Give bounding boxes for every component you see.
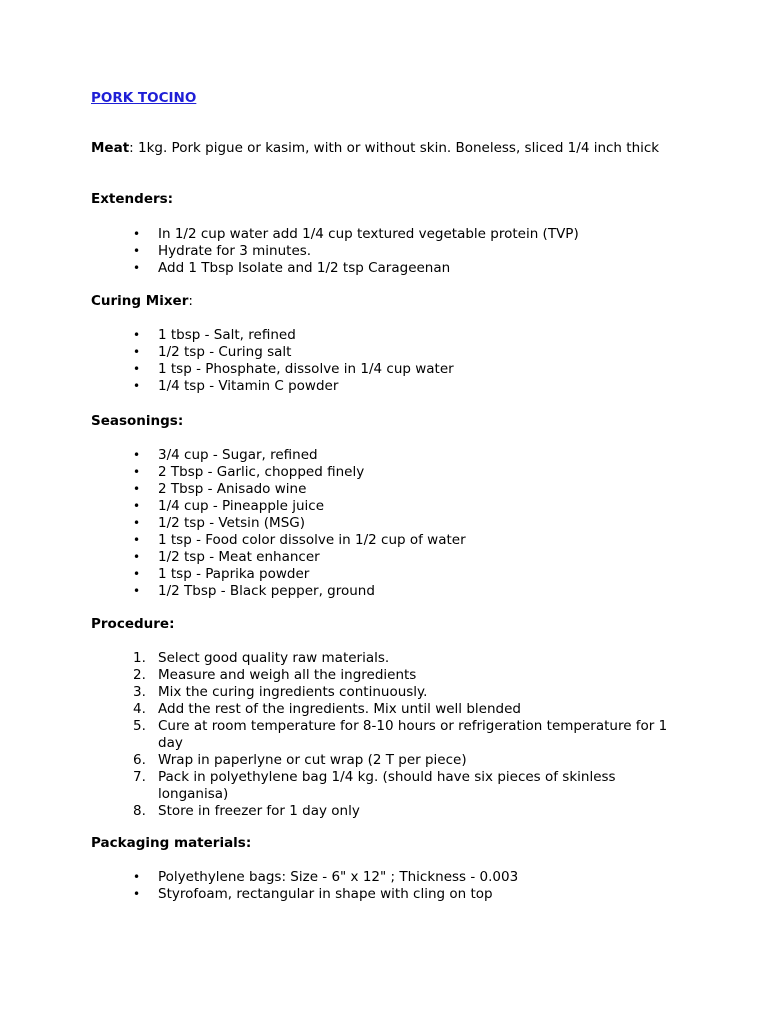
- seasonings-list: [91, 447, 688, 600]
- step-text: Mix the curing ingredients continuously.: [158, 684, 428, 700]
- recipe-title-link[interactable]: PORK TOCINO: [91, 90, 197, 106]
- list-item: • 1/2 tsp - Vetsin (MSG): [91, 515, 688, 532]
- list-item: [91, 701, 688, 718]
- list-item: [91, 803, 688, 820]
- list-item: • 1/2 Tbsp - Black pepper, ground: [91, 583, 688, 600]
- step-text: Store in freezer for 1 day only: [158, 803, 360, 819]
- list-item: • 2 Tbsp - Garlic, chopped finely: [91, 464, 688, 481]
- list-item: • Hydrate for 3 minutes.: [91, 243, 688, 260]
- curing-heading: [91, 293, 688, 310]
- step-text: Cure at room temperature for 8-10 hours or refrigeration temperature for 1 day: [158, 718, 668, 751]
- packaging-heading: Packaging materials:: [91, 835, 252, 851]
- step-text: Measure and weigh all the ingredients: [158, 667, 417, 683]
- seasonings-heading: Seasonings:: [91, 413, 184, 429]
- step-number: 3.: [133, 684, 146, 700]
- list-item: • Styrofoam, rectangular in shape with cling on top: [91, 886, 688, 903]
- curing-heading-colon: :: [188, 293, 193, 309]
- list-item: • 1/2 tsp - Meat enhancer: [91, 549, 688, 566]
- step-number: 6.: [133, 752, 146, 768]
- list-item: • 1 tsp - Food color dissolve in 1/2 cup of water: [91, 532, 688, 549]
- list-item: • 1 tbsp - Salt, refined: [91, 327, 688, 344]
- meat-label: Meat: [91, 140, 130, 156]
- step-number: 2.: [133, 667, 146, 683]
- list-item: • Polyethylene bags: Size - 6" x 12" ; Thickness - 0.003: [91, 869, 688, 886]
- meat-paragraph: [91, 140, 688, 157]
- list-item: • 1/4 tsp - Vitamin C powder: [91, 378, 688, 395]
- curing-list: [91, 327, 688, 395]
- list-item: [91, 769, 688, 803]
- step-text: Wrap in paperlyne or cut wrap (2 T per piece): [158, 752, 467, 768]
- step-number: 7.: [133, 769, 146, 785]
- curing-heading-label: Curing Mixer: [91, 293, 189, 309]
- list-item: [91, 684, 688, 701]
- procedure-list: [91, 650, 688, 820]
- step-text: Pack in polyethylene bag 1/4 kg. (should have six pieces of skinless longanisa): [158, 769, 616, 802]
- list-item: • 2 Tbsp - Anisado wine: [91, 481, 688, 498]
- list-item: • In 1/2 cup water add 1/4 cup textured vegetable protein (TVP): [91, 226, 688, 243]
- list-item: [91, 650, 688, 667]
- list-item: [91, 718, 688, 752]
- step-number: 4.: [133, 701, 146, 717]
- step-text: Add the rest of the ingredients. Mix until well blended: [158, 701, 521, 717]
- extenders-heading: Extenders:: [91, 191, 174, 207]
- list-item: • 1 tsp - Phosphate, dissolve in 1/4 cup water: [91, 361, 688, 378]
- procedure-heading: Procedure:: [91, 616, 175, 632]
- extenders-list: [91, 226, 688, 277]
- meat-text: : 1kg. Pork pigue or kasim, with or without skin. Boneless, sliced 1/4 inch thick: [129, 140, 660, 156]
- list-item: • 1 tsp - Paprika powder: [91, 566, 688, 583]
- list-item: [91, 752, 688, 769]
- step-number: 1.: [133, 650, 146, 666]
- step-text: Select good quality raw materials.: [158, 650, 390, 666]
- list-item: • 1/2 tsp - Curing salt: [91, 344, 688, 361]
- packaging-list: [91, 869, 688, 903]
- list-item: • Add 1 Tbsp Isolate and 1/2 tsp Carageenan: [91, 260, 688, 277]
- list-item: • 3/4 cup - Sugar, refined: [91, 447, 688, 464]
- list-item: [91, 667, 688, 684]
- step-number: 5.: [133, 718, 146, 734]
- step-number: 8.: [133, 803, 146, 819]
- list-item: • 1/4 cup - Pineapple juice: [91, 498, 688, 515]
